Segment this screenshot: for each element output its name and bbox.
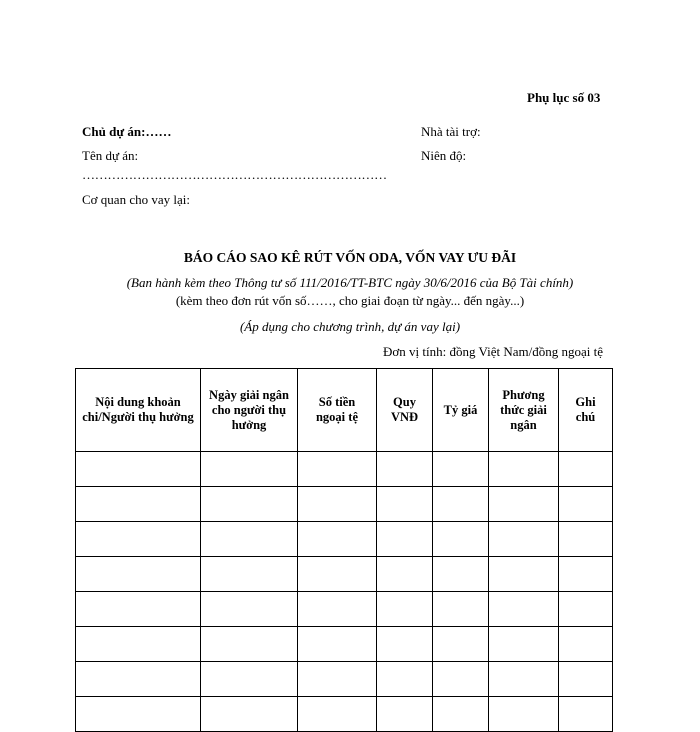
table-row xyxy=(76,592,613,627)
table-cell[interactable] xyxy=(433,662,489,697)
applicable-note: (Áp dụng cho chương trình, dự án vay lại) xyxy=(239,319,461,334)
table-cell[interactable] xyxy=(559,452,613,487)
table-cell[interactable] xyxy=(298,697,377,732)
withdrawal-report-table xyxy=(75,368,613,732)
table-cell[interactable] xyxy=(201,487,298,522)
table-cell[interactable] xyxy=(559,627,613,662)
table-cell[interactable] xyxy=(298,487,377,522)
column-header-disbursement-method: Phương thức giải ngân xyxy=(489,369,559,452)
table-row xyxy=(76,452,613,487)
table-cell[interactable] xyxy=(433,627,489,662)
table-row xyxy=(76,627,613,662)
table-row xyxy=(76,487,613,522)
table-cell[interactable] xyxy=(76,452,201,487)
table-cell[interactable] xyxy=(489,522,559,557)
table-cell[interactable] xyxy=(489,452,559,487)
table-cell[interactable] xyxy=(377,697,433,732)
column-header-notes: Ghi chú xyxy=(559,369,613,452)
relending-agency-label: Cơ quan cho vay lại: xyxy=(82,192,190,207)
table-cell[interactable] xyxy=(377,592,433,627)
column-header-exchange-rate: Tỷ giá xyxy=(433,369,489,452)
table-cell[interactable] xyxy=(489,487,559,522)
table-cell[interactable] xyxy=(298,627,377,662)
project-name-dots: ……………………………………………………………… xyxy=(82,167,387,182)
table-cell[interactable] xyxy=(559,662,613,697)
table-cell[interactable] xyxy=(76,592,201,627)
table-cell[interactable] xyxy=(377,627,433,662)
table-cell[interactable] xyxy=(298,592,377,627)
table-cell[interactable] xyxy=(489,557,559,592)
report-title: BÁO CÁO SAO KÊ RÚT VỐN ODA, VỐN VAY ƯU ĐÃI xyxy=(183,250,517,265)
table-cell[interactable] xyxy=(298,522,377,557)
column-header-vnd-equivalent: Quy VNĐ xyxy=(377,369,433,452)
table-cell[interactable] xyxy=(201,592,298,627)
table-cell[interactable] xyxy=(489,627,559,662)
table-cell[interactable] xyxy=(298,662,377,697)
table-cell[interactable] xyxy=(377,452,433,487)
table-row xyxy=(76,557,613,592)
table-cell[interactable] xyxy=(201,662,298,697)
appendix-label: Phụ lục số 03 xyxy=(527,90,601,105)
table-cell[interactable] xyxy=(377,557,433,592)
table-cell[interactable] xyxy=(433,487,489,522)
project-name-label: Tên dự án: xyxy=(82,148,139,163)
table-cell[interactable] xyxy=(76,627,201,662)
table-cell[interactable] xyxy=(433,522,489,557)
column-header-foreign-amount: Số tiền ngoại tệ xyxy=(298,369,377,452)
table-cell[interactable] xyxy=(76,487,201,522)
table-cell[interactable] xyxy=(559,697,613,732)
table-cell[interactable] xyxy=(433,697,489,732)
project-owner-label: Chủ dự án:…… xyxy=(82,124,172,139)
table-cell[interactable] xyxy=(377,662,433,697)
attached-to-note: (kèm theo đơn rút vốn số……, cho giai đoạn từ ngày... đến ngày...) xyxy=(175,293,525,308)
donor-label: Nhà tài trợ: xyxy=(421,124,481,139)
table-row xyxy=(76,522,613,557)
table-cell[interactable] xyxy=(298,557,377,592)
unit-label: Đơn vị tính: đồng Việt Nam/đồng ngoại tệ xyxy=(383,344,603,359)
table-cell[interactable] xyxy=(377,522,433,557)
table-cell[interactable] xyxy=(559,522,613,557)
table-header-row xyxy=(76,369,613,452)
table-cell[interactable] xyxy=(559,487,613,522)
issued-by-note: (Ban hành kèm theo Thông tư số 111/2016/TT-BTC ngày 30/6/2016 của Bộ Tài chính) xyxy=(126,275,574,290)
table-cell[interactable] xyxy=(559,557,613,592)
table-cell[interactable] xyxy=(559,592,613,627)
table-cell[interactable] xyxy=(76,697,201,732)
table-cell[interactable] xyxy=(201,697,298,732)
table-cell[interactable] xyxy=(201,522,298,557)
table-cell[interactable] xyxy=(298,452,377,487)
table-cell[interactable] xyxy=(489,662,559,697)
table-cell[interactable] xyxy=(433,592,489,627)
table-cell[interactable] xyxy=(489,592,559,627)
fiscal-year-label: Niên độ: xyxy=(421,148,467,163)
table-cell[interactable] xyxy=(433,452,489,487)
table-cell[interactable] xyxy=(76,522,201,557)
table-cell[interactable] xyxy=(433,557,489,592)
table-cell[interactable] xyxy=(489,697,559,732)
table-cell[interactable] xyxy=(201,452,298,487)
table-cell[interactable] xyxy=(76,557,201,592)
table-cell[interactable] xyxy=(201,627,298,662)
table-row xyxy=(76,662,613,697)
table-cell[interactable] xyxy=(377,487,433,522)
column-header-disbursement-date: Ngày giải ngân cho người thụ hưởng xyxy=(201,369,298,452)
column-header-content: Nội dung khoản chi/Người thụ hưởng xyxy=(76,369,201,452)
table-row xyxy=(76,697,613,732)
table-cell[interactable] xyxy=(201,557,298,592)
table-cell[interactable] xyxy=(76,662,201,697)
